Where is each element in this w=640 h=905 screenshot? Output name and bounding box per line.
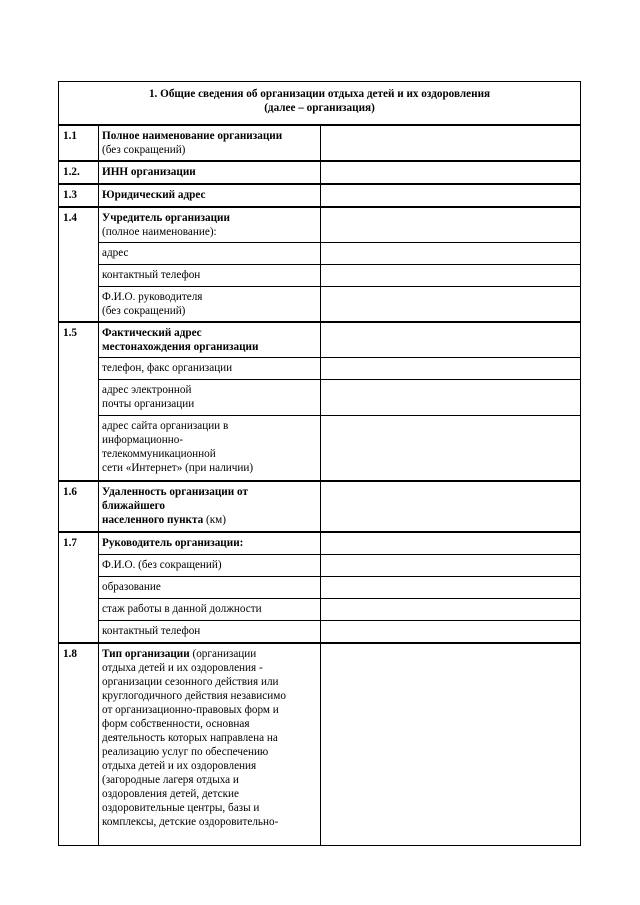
- value-cell[interactable]: [321, 207, 581, 243]
- table-row: [59, 125, 581, 161]
- table-row: [59, 287, 581, 323]
- table-row: [59, 358, 581, 380]
- table-row: [59, 416, 581, 482]
- form-table-wrapper: [58, 81, 580, 846]
- organization-info-table: [58, 81, 581, 846]
- value-cell[interactable]: [321, 380, 581, 416]
- row-label: контактный телефон: [99, 265, 321, 287]
- table-row: [59, 265, 581, 287]
- value-cell[interactable]: [321, 322, 581, 358]
- row-number: 1.3: [59, 184, 99, 207]
- row-number: 1.2.: [59, 161, 99, 184]
- row-label: Ф.И.О. (без сокращений): [99, 555, 321, 577]
- row-label: Удаленность организации от ближайшего населенного пункта (км): [99, 481, 321, 532]
- row-number: 1.7: [59, 532, 99, 643]
- table-row: [59, 643, 581, 846]
- table-row: [59, 481, 581, 532]
- value-cell[interactable]: [321, 532, 581, 555]
- value-cell[interactable]: [321, 161, 581, 184]
- row-number: 1.1: [59, 125, 99, 161]
- value-cell[interactable]: [321, 358, 581, 380]
- table-row: [59, 322, 581, 358]
- row-label: Юридический адрес: [99, 184, 321, 207]
- row-label: Ф.И.О. руководителя (без сокращений): [99, 287, 321, 323]
- section-header-row: [59, 82, 581, 126]
- section-title: 1. Общие сведения об организации отдыха детей и их оздоровления (далее – организация): [59, 82, 581, 126]
- row-label: контактный телефон: [99, 621, 321, 644]
- table-row: [59, 621, 581, 644]
- row-number: 1.4: [59, 207, 99, 322]
- table-row: [59, 207, 581, 243]
- row-label: стаж работы в данной должности: [99, 599, 321, 621]
- value-cell[interactable]: [321, 243, 581, 265]
- value-cell[interactable]: [321, 555, 581, 577]
- value-cell[interactable]: [321, 125, 581, 161]
- value-cell[interactable]: [321, 621, 581, 644]
- value-cell[interactable]: [321, 577, 581, 599]
- row-label: ИНН организации: [99, 161, 321, 184]
- table-row: [59, 380, 581, 416]
- value-cell[interactable]: [321, 643, 581, 846]
- row-number: 1.5: [59, 322, 99, 481]
- row-number: 1.8: [59, 643, 99, 846]
- row-label: Полное наименование организации (без сокращений): [99, 125, 321, 161]
- value-cell[interactable]: [321, 184, 581, 207]
- row-label: телефон, факс организации: [99, 358, 321, 380]
- value-cell[interactable]: [321, 287, 581, 323]
- table-row: [59, 184, 581, 207]
- table-row: [59, 577, 581, 599]
- row-label: Учредитель организации (полное наименование):: [99, 207, 321, 243]
- table-row: [59, 555, 581, 577]
- row-label: адрес: [99, 243, 321, 265]
- value-cell[interactable]: [321, 481, 581, 532]
- value-cell[interactable]: [321, 265, 581, 287]
- table-row: [59, 161, 581, 184]
- row-label: Тип организации (организации отдыха детей и их оздоровления - организации сезонного действия или круглогодичного действия независимо от организационно-правовых форм и форм собственности, основная деятельность которых направлена на реализацию услуг по обеспечению отдыха детей и их оздоровления (загородные лагеря отдыха и оздоровления детей, детские оздоровительные центры, базы и комплексы, детские оздоровительно-: [99, 643, 321, 846]
- row-label: образование: [99, 577, 321, 599]
- row-label: адрес сайта организации в информационно- телекоммуникационной сети «Интернет» (при наличии): [99, 416, 321, 482]
- table-row: [59, 532, 581, 555]
- row-label: Фактический адрес местонахождения организации: [99, 322, 321, 358]
- table-row: [59, 243, 581, 265]
- table-row: [59, 599, 581, 621]
- row-number: 1.6: [59, 481, 99, 532]
- value-cell[interactable]: [321, 416, 581, 482]
- row-label: Руководитель организации:: [99, 532, 321, 555]
- value-cell[interactable]: [321, 599, 581, 621]
- row-label: адрес электронной почты организации: [99, 380, 321, 416]
